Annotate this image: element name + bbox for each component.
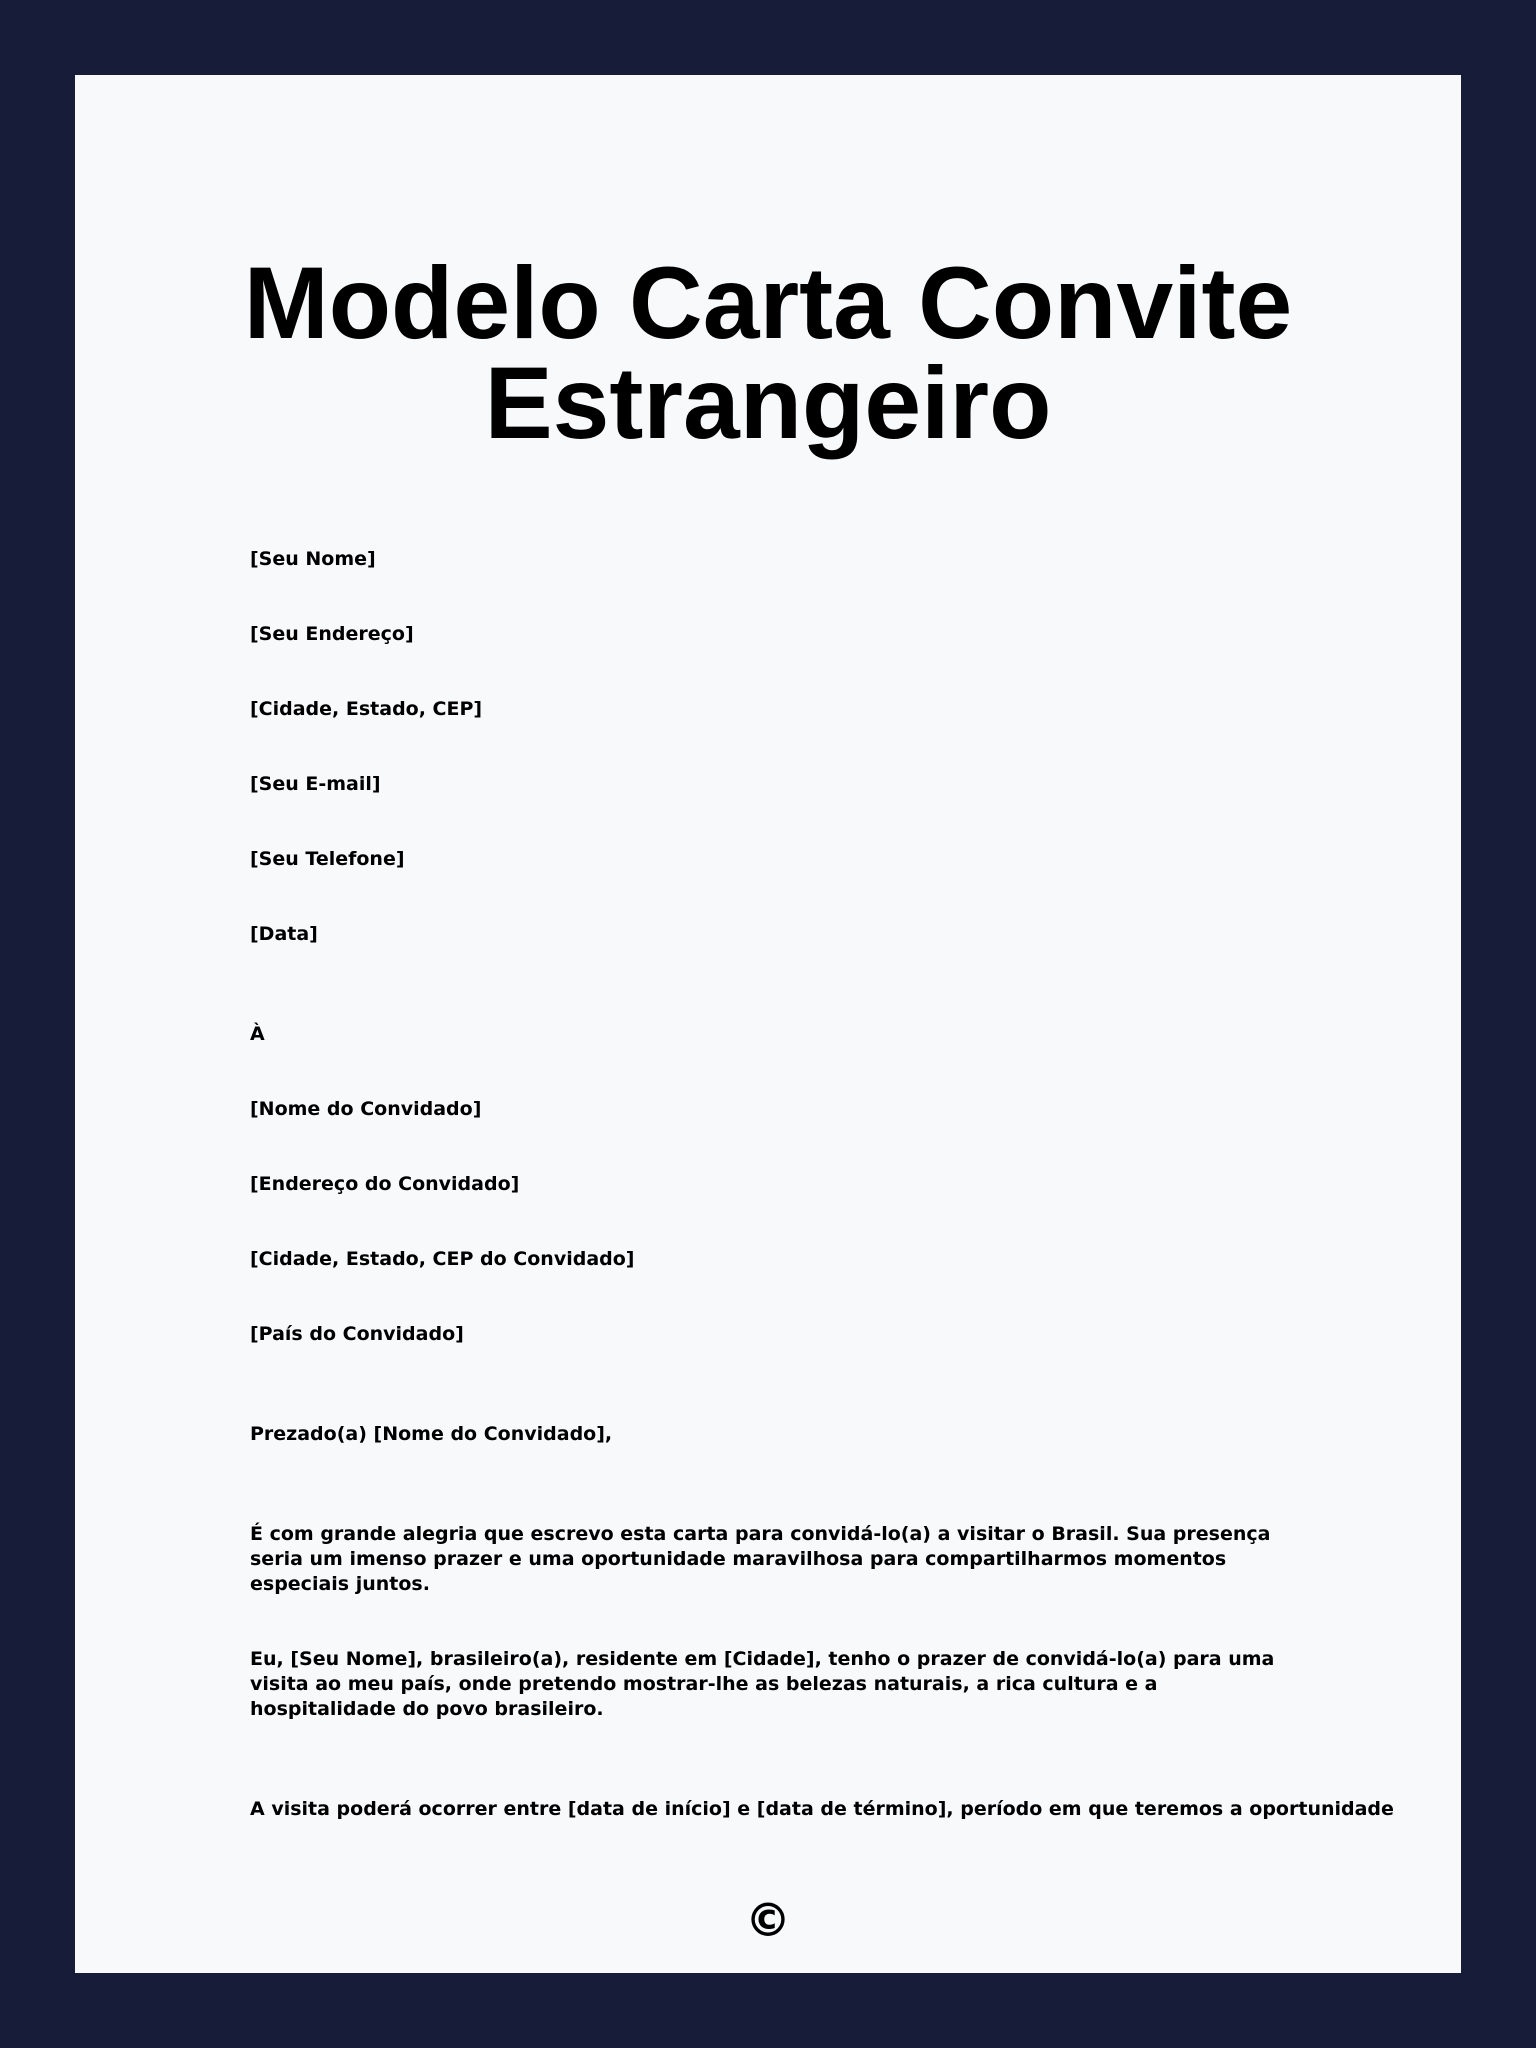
recipient-name: [Nome do Convidado] [250,1098,482,1120]
title-line-1: Modelo Carta Convite [243,246,1293,360]
body-paragraph-1: É com grande alegria que escrevo esta carta para convidá-lo(a) a visitar o Brasil. Sua presença seria um imenso prazer e uma oportunidade maravilhosa para compartilharmos momentos especiais juntos. [250,1523,1271,1595]
body-paragraph-2: Eu, [Seu Nome], brasileiro(a), residente em [Cidade], tenho o prazer de convidá-lo(a) para uma visita ao meu país, onde pretendo mostrar-lhe as belezas naturais, a rica cultura e a hospitalidade do povo brasileiro. [250,1648,1275,1720]
sender-name: [Seu Nome] [250,548,376,570]
sender-city-state-zip: [Cidade, Estado, CEP] [250,698,483,720]
copyright-icon: © [745,1893,791,1947]
recipient-city-state-zip: [Cidade, Estado, CEP do Convidado] [250,1248,635,1270]
salutation: Prezado(a) [Nome do Convidado], [250,1423,613,1445]
sender-phone: [Seu Telefone] [250,848,405,870]
document-title [75,246,1461,460]
sender-address: [Seu Endereço] [250,623,414,645]
recipient-to: À [250,1023,265,1045]
letter-date: [Data] [250,923,318,945]
title-line-2: Estrangeiro [484,346,1052,460]
body-paragraph-3: A visita poderá ocorrer entre [data de início] e [data de término], período em que teremos a oportunidade [250,1798,1394,1820]
document-page [75,75,1461,1973]
recipient-country: [País do Convidado] [250,1323,464,1345]
recipient-address: [Endereço do Convidado] [250,1173,520,1195]
sender-email: [Seu E-mail] [250,773,381,795]
